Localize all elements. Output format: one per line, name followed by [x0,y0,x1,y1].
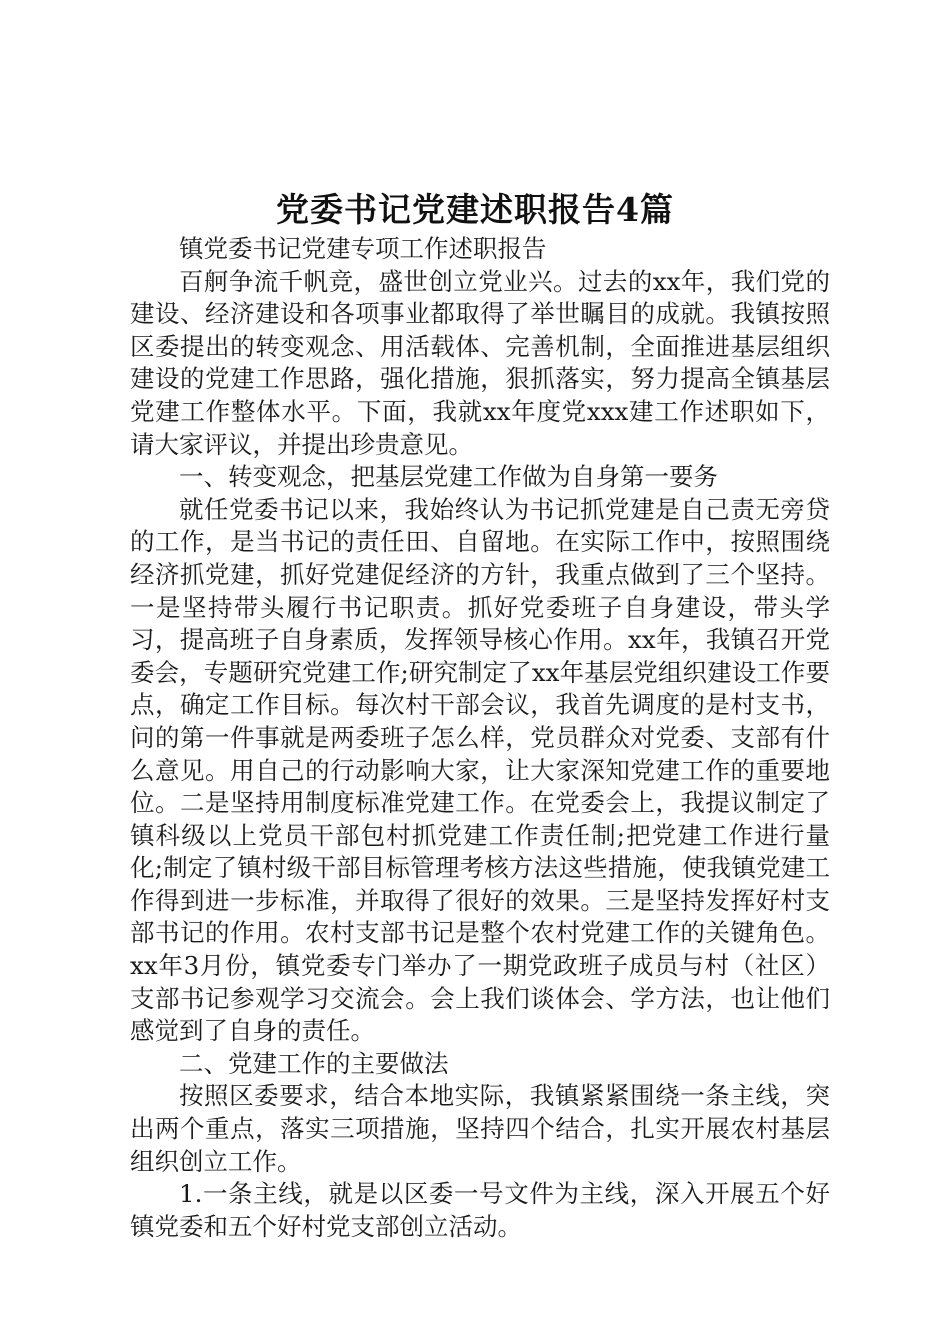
document-body [130,233,830,1243]
section-heading-1: 一、转变观念，把基层党建工作做为自身第一要务 [179,462,718,492]
paragraph-subtitle: 镇党委书记党建专项工作述职报告 [179,234,547,263]
document-title: 党委书记党建述职报告4篇 [276,190,674,229]
section-heading-2: 二、党建工作的主要做法 [179,1048,449,1078]
paragraph-section-1: 就任党委书记以来，我始终认为书记抓党建是自己责无旁贷的工作，是当书记的责任田、自留地。在实际工作中，按照围绕经济抓党建，抓好党建促经济的方针，我重点做到了三个坚持。一是坚持带头履行书记职责。抓好党委班子自身建设，带头学习，提高班子自身素质，发挥领导核心作用。xx年，我镇召开党委会，专题研究党建工作;研究制定了xx年基层党组织建设工作要点，确定工作目标。每次村干部会议，我首先调度的是村支书，问的第一件事就是两委班子怎么样，党员群众对党委、支部有什么意见。用自己的行动影响大家，让大家深知党建工作的重要地位。二是坚持用制度标准党建工作。在党委会上，我提议制定了镇科级以上党员干部包村抓党建工作责任制;把党建工作进行量化;制定了镇村级干部目标管理考核方法这些措施，使我镇党建工作得到进一步标准，并取得了很好的效果。三是坚持发挥好村支部书记的作用。农村支部书记是整个农村党建工作的关键角色。xx年3月份，镇党委专门举办了一期党政班子成员与村（社区）支部书记参观学习交流会。会上我们谈体会、学方法，也让他们感觉到了自身的责任。 [130,494,830,1046]
paragraph-section-2: 按照区委要求，结合本地实际，我镇紧紧围绕一条主线，突出两个重点，落实三项措施，坚持四个结合，扎实开展农村基层组织创立工作。 [130,1081,830,1176]
paragraph-item-1: 1.一条主线，就是以区委一号文件为主线，深入开展五个好镇党委和五个好村党支部创立活动。 [130,1179,830,1241]
paragraph-intro: 百舸争流千帆竞，盛世创立党业兴。过去的xx年，我们党的建设、经济建设和各项事业都取得了举世瞩目的成就。我镇按照区委提出的转变观念、用活载体、完善机制，全面推进基层组织建设的党建工作思路，强化措施，狠抓落实，努力提高全镇基层党建工作整体水平。下面，我就xx年度党xxx建工作述职如下，请大家评议，并提出珍贵意见。 [130,266,830,459]
